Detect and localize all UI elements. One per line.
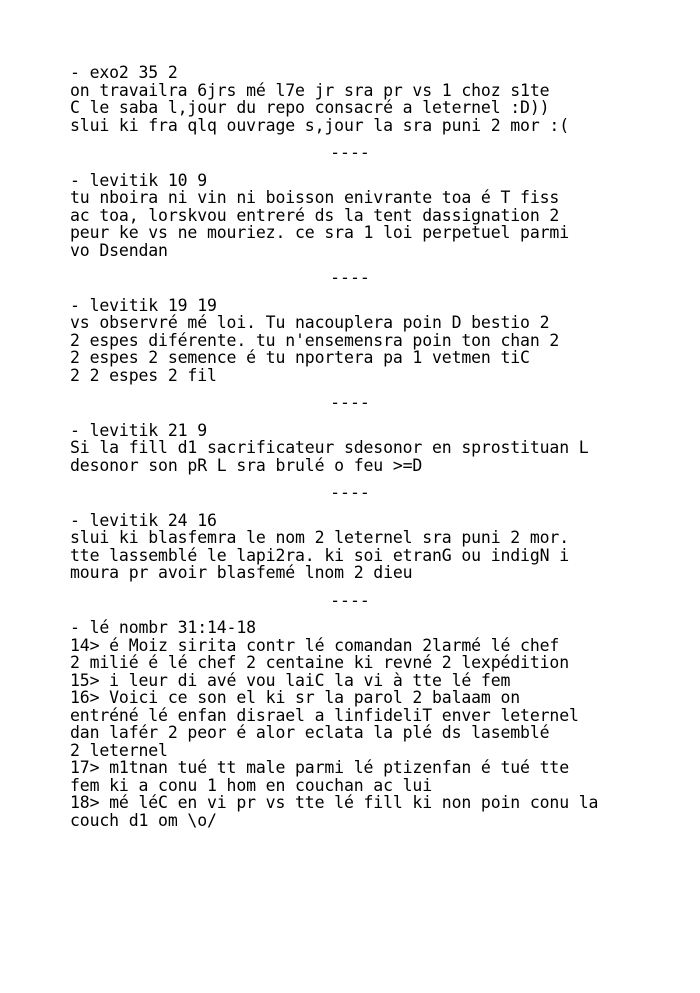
verse-line: 17> m1tnan tué tt male parmi lé ptizenfan é tué tte <box>70 758 569 777</box>
verse-line: slui ki fra qlq ouvrage s,jour la sra puni 2 mor :( <box>70 115 569 135</box>
section-separator: ---- <box>330 590 370 610</box>
verse-section-leviticus-19-19 <box>70 297 670 385</box>
verse-line: tu nboira ni vin ni boisson enivrante toa é T fiss <box>70 188 560 207</box>
verse-line: 15> i leur di avé vou laiC la vi à tte lé fem <box>70 670 511 690</box>
verse-line: vo Dsendan <box>70 240 168 260</box>
verse-section-leviticus-24-16 <box>70 512 670 582</box>
verse-line: moura pr avoir blasfemé lnom 2 dieu <box>70 563 413 582</box>
verse-reference: - exo2 35 2 <box>70 63 178 82</box>
verse-line: desonor son pR L sra brulé o feu >=D <box>70 455 423 475</box>
verse-line: peur ke vs ne mouriez. ce sra 1 loi perpetuel parmi <box>70 223 569 242</box>
verse-reference: - lé nombr 31:14-18 <box>70 618 256 637</box>
verse-line: C le saba l,jour du repo consacré a leternel :D)) <box>70 98 550 117</box>
verse-line: dan lafér 2 peor é alor eclata la plé ds lasemblé <box>70 723 550 742</box>
verse-section-leviticus-21-9 <box>70 422 670 475</box>
verse-line: 2 leternel <box>70 740 168 760</box>
verse-section-numbers-31-14-18 <box>70 619 670 829</box>
verse-reference: - levitik 24 16 <box>70 510 217 530</box>
verse-line: 2 2 espes 2 fil <box>70 365 217 385</box>
verse-line: on travailra 6jrs mé l7e jr sra pr vs 1 choz s1te <box>70 80 550 100</box>
verse-line: slui ki blasfemra le nom 2 leternel sra puni 2 mor. <box>70 528 569 547</box>
section-separator: ---- <box>330 393 370 412</box>
section-separator: ---- <box>330 483 370 502</box>
verse-line: 14> é Moiz sirita contr lé comandan 2larmé lé chef <box>70 635 560 655</box>
verse-section-exodus-35-2 <box>70 64 670 134</box>
section-separator: ---- <box>330 143 370 162</box>
verse-reference: - levitik 10 9 <box>70 170 207 190</box>
verse-line: 2 espes diférente. tu n'ensemensra poin ton chan 2 <box>70 330 560 350</box>
verse-line: 18> mé léC en vi pr vs tte lé fill ki non poin conu la <box>70 793 599 812</box>
verse-line: vs observré mé loi. Tu nacouplera poin D bestio 2 <box>70 313 550 332</box>
verse-reference: - levitik 21 9 <box>70 420 207 440</box>
verse-line: 2 milié é lé chef 2 centaine ki revné 2 lexpédition <box>70 653 569 672</box>
verse-reference: - levitik 19 19 <box>70 295 217 315</box>
verse-section-leviticus-10-9 <box>70 172 670 260</box>
section-separator: ---- <box>330 268 370 287</box>
verse-line: 2 espes 2 semence é tu nportera pa 1 vetmen tiC <box>70 348 530 367</box>
verse-line: fem ki a conu 1 hom en couchan ac lui <box>70 775 433 795</box>
verse-line: ac toa, lorskvou entreré ds la tent dassignation 2 <box>70 205 560 225</box>
verse-line: tte lassemblé le lapi2ra. ki soi etranG ou indigN i <box>70 545 569 565</box>
verse-line: couch d1 om \o/ <box>70 810 217 830</box>
verse-line: Si la fill d1 sacrificateur sdesonor en sprostituan L <box>70 438 589 457</box>
verse-line: 16> Voici ce son el ki sr la parol 2 balaam on <box>70 688 521 707</box>
verse-line: entréné lé enfan disrael a linfideliT enver leternel <box>70 705 579 725</box>
